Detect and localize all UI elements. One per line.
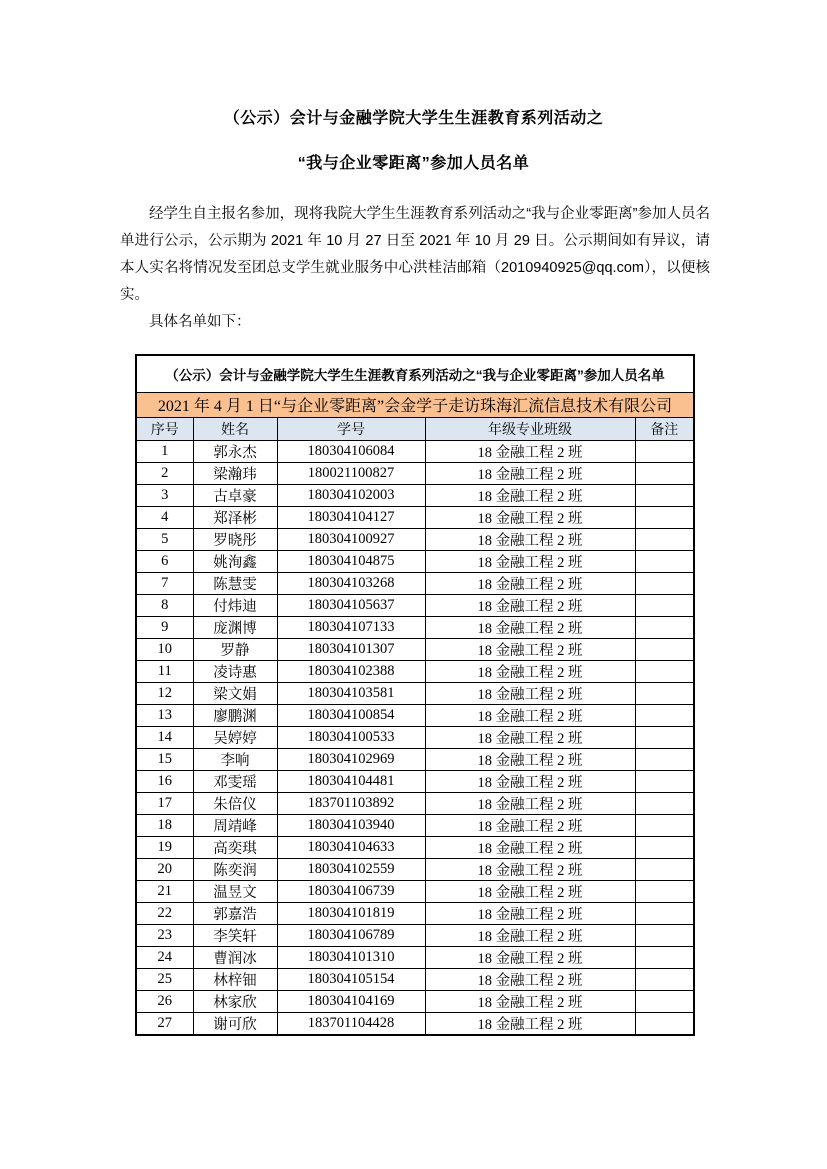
class-name: 18 金融工程 2 班 <box>425 880 635 902</box>
table-row <box>136 462 694 484</box>
table-row <box>136 528 694 550</box>
remark <box>635 462 694 484</box>
remark <box>635 770 694 792</box>
class-name: 18 金融工程 2 班 <box>425 836 635 858</box>
class-name: 18 金融工程 2 班 <box>425 924 635 946</box>
remark <box>635 968 694 990</box>
remark <box>635 924 694 946</box>
row-number: 20 <box>136 858 193 880</box>
remark <box>635 572 694 594</box>
row-number: 2 <box>136 462 193 484</box>
student-name: 梁瀚玮 <box>193 462 277 484</box>
student-name: 廖鹏渊 <box>193 704 277 726</box>
student-id: 180304101307 <box>277 638 425 660</box>
table-row <box>136 836 694 858</box>
student-id: 180304100854 <box>277 704 425 726</box>
table-row <box>136 770 694 792</box>
student-name: 庞渊博 <box>193 616 277 638</box>
notice-paragraph: 经学生自主报名参加，现将我院大学生生涯教育系列活动之“我与企业零距离”参加人员名单进行公示，公示期为 2021 年 10 月 27 日至 2021 年 10 月 29 日。公示期间如有异议，请本人实名将情况发至团总支学生就业服务中心洪桂洁邮箱（2010940925@qq.com），以便核实。 <box>120 206 710 303</box>
row-number: 25 <box>136 968 193 990</box>
student-name: 林梓钿 <box>193 968 277 990</box>
class-name: 18 金融工程 2 班 <box>425 440 635 462</box>
student-name: 付炜迪 <box>193 594 277 616</box>
row-number: 23 <box>136 924 193 946</box>
remark <box>635 990 694 1012</box>
student-id: 180304105154 <box>277 968 425 990</box>
student-id: 180304101819 <box>277 902 425 924</box>
class-name: 18 金融工程 2 班 <box>425 550 635 572</box>
remark <box>635 616 694 638</box>
row-number: 13 <box>136 704 193 726</box>
remark <box>635 682 694 704</box>
student-name: 周靖峰 <box>193 814 277 836</box>
student-name: 吴婷婷 <box>193 726 277 748</box>
student-name: 朱倍仪 <box>193 792 277 814</box>
table-row <box>136 638 694 660</box>
remark <box>635 594 694 616</box>
remark <box>635 858 694 880</box>
student-name: 姚洵鑫 <box>193 550 277 572</box>
student-name: 温昱文 <box>193 880 277 902</box>
student-name: 谢可欣 <box>193 1012 277 1035</box>
student-name: 陈慧雯 <box>193 572 277 594</box>
student-name: 高奕琪 <box>193 836 277 858</box>
class-name: 18 金融工程 2 班 <box>425 968 635 990</box>
student-id: 180304103268 <box>277 572 425 594</box>
class-name: 18 金融工程 2 班 <box>425 770 635 792</box>
student-id: 180304107133 <box>277 616 425 638</box>
class-name: 18 金融工程 2 班 <box>425 572 635 594</box>
student-id: 180304102559 <box>277 858 425 880</box>
student-id: 183701103892 <box>277 792 425 814</box>
table-title: （公示）会计与金融学院大学生生涯教育系列活动之“我与企业零距离”参加人员名单 <box>136 355 694 392</box>
column-header-no: 序号 <box>136 417 193 440</box>
remark <box>635 506 694 528</box>
row-number: 16 <box>136 770 193 792</box>
class-name: 18 金融工程 2 班 <box>425 462 635 484</box>
row-number: 12 <box>136 682 193 704</box>
table-subtitle-row <box>136 392 694 417</box>
class-name: 18 金融工程 2 班 <box>425 682 635 704</box>
row-number: 18 <box>136 814 193 836</box>
row-number: 5 <box>136 528 193 550</box>
class-name: 18 金融工程 2 班 <box>425 814 635 836</box>
class-name: 18 金融工程 2 班 <box>425 638 635 660</box>
remark <box>635 946 694 968</box>
student-name: 李笑轩 <box>193 924 277 946</box>
remark <box>635 726 694 748</box>
row-number: 11 <box>136 660 193 682</box>
student-id: 180304104127 <box>277 506 425 528</box>
class-name: 18 金融工程 2 班 <box>425 1012 635 1035</box>
table-body <box>136 440 694 1035</box>
student-name: 凌诗惠 <box>193 660 277 682</box>
student-id: 180304104481 <box>277 770 425 792</box>
table-row <box>136 616 694 638</box>
table-row <box>136 748 694 770</box>
remark <box>635 748 694 770</box>
student-id: 180304105637 <box>277 594 425 616</box>
table-row <box>136 880 694 902</box>
student-id: 180304104169 <box>277 990 425 1012</box>
class-name: 18 金融工程 2 班 <box>425 858 635 880</box>
student-id: 180304106084 <box>277 440 425 462</box>
student-id: 180304106789 <box>277 924 425 946</box>
student-id: 180304100927 <box>277 528 425 550</box>
class-name: 18 金融工程 2 班 <box>425 660 635 682</box>
student-name: 郭永杰 <box>193 440 277 462</box>
row-number: 24 <box>136 946 193 968</box>
column-header-name: 姓名 <box>193 417 277 440</box>
student-id: 180304106739 <box>277 880 425 902</box>
student-name: 陈奕润 <box>193 858 277 880</box>
remark <box>635 660 694 682</box>
row-number: 26 <box>136 990 193 1012</box>
table-row <box>136 506 694 528</box>
row-number: 1 <box>136 440 193 462</box>
column-header-id: 学号 <box>277 417 425 440</box>
document-body <box>120 201 710 1036</box>
student-name: 古卓豪 <box>193 484 277 506</box>
table-subtitle: 2021 年 4 月 1 日“与企业零距离”会金学子走访珠海汇流信息技术有限公司 <box>136 392 694 417</box>
participants-table <box>135 354 695 1036</box>
row-number: 21 <box>136 880 193 902</box>
table-row <box>136 858 694 880</box>
remark <box>635 440 694 462</box>
class-name: 18 金融工程 2 班 <box>425 726 635 748</box>
row-number: 22 <box>136 902 193 924</box>
class-name: 18 金融工程 2 班 <box>425 946 635 968</box>
remark <box>635 704 694 726</box>
student-id: 180304102388 <box>277 660 425 682</box>
row-number: 8 <box>136 594 193 616</box>
table-row <box>136 726 694 748</box>
class-name: 18 金融工程 2 班 <box>425 506 635 528</box>
row-number: 9 <box>136 616 193 638</box>
student-id: 180304100533 <box>277 726 425 748</box>
student-name: 梁文娟 <box>193 682 277 704</box>
table-row <box>136 1012 694 1035</box>
class-name: 18 金融工程 2 班 <box>425 484 635 506</box>
remark <box>635 814 694 836</box>
remark <box>635 836 694 858</box>
doc-title-line1: （公示）会计与金融学院大学生生涯教育系列活动之 <box>223 110 604 127</box>
table-row <box>136 924 694 946</box>
student-id: 183701104428 <box>277 1012 425 1035</box>
student-name: 郑泽彬 <box>193 506 277 528</box>
table-row <box>136 682 694 704</box>
student-name: 曹润冰 <box>193 946 277 968</box>
class-name: 18 金融工程 2 班 <box>425 902 635 924</box>
remark <box>635 638 694 660</box>
class-name: 18 金融工程 2 班 <box>425 748 635 770</box>
student-id: 180304103940 <box>277 814 425 836</box>
table-row <box>136 594 694 616</box>
remark <box>635 550 694 572</box>
table-row <box>136 484 694 506</box>
student-id: 180304103581 <box>277 682 425 704</box>
student-name: 林家欣 <box>193 990 277 1012</box>
table-row <box>136 660 694 682</box>
student-name: 罗晓彤 <box>193 528 277 550</box>
table-row <box>136 946 694 968</box>
table-row <box>136 968 694 990</box>
student-id: 180304101310 <box>277 946 425 968</box>
row-number: 17 <box>136 792 193 814</box>
table-row <box>136 440 694 462</box>
student-name: 邓雯瑶 <box>193 770 277 792</box>
table-row <box>136 792 694 814</box>
table-row <box>136 572 694 594</box>
class-name: 18 金融工程 2 班 <box>425 792 635 814</box>
table-row <box>136 814 694 836</box>
student-id: 180304102969 <box>277 748 425 770</box>
table-title-row <box>136 355 694 392</box>
table-row <box>136 550 694 572</box>
student-name: 李响 <box>193 748 277 770</box>
class-name: 18 金融工程 2 班 <box>425 528 635 550</box>
remark <box>635 1012 694 1035</box>
row-number: 27 <box>136 1012 193 1035</box>
document-title-block <box>0 0 827 186</box>
student-name: 郭嘉浩 <box>193 902 277 924</box>
student-id: 180304104633 <box>277 836 425 858</box>
remark <box>635 528 694 550</box>
remark <box>635 902 694 924</box>
row-number: 7 <box>136 572 193 594</box>
table-header-row <box>136 417 694 440</box>
student-id: 180021100827 <box>277 462 425 484</box>
remark <box>635 484 694 506</box>
class-name: 18 金融工程 2 班 <box>425 704 635 726</box>
doc-title-line2: “我与企业零距离”参加人员名单 <box>297 155 530 172</box>
student-id: 180304104875 <box>277 550 425 572</box>
row-number: 15 <box>136 748 193 770</box>
student-name: 罗静 <box>193 638 277 660</box>
column-header-class: 年级专业班级 <box>425 417 635 440</box>
row-number: 19 <box>136 836 193 858</box>
row-number: 4 <box>136 506 193 528</box>
row-number: 3 <box>136 484 193 506</box>
class-name: 18 金融工程 2 班 <box>425 616 635 638</box>
row-number: 10 <box>136 638 193 660</box>
list-leadin: 具体名单如下： <box>149 314 251 330</box>
column-header-remark: 备注 <box>635 417 694 440</box>
class-name: 18 金融工程 2 班 <box>425 594 635 616</box>
row-number: 14 <box>136 726 193 748</box>
class-name: 18 金融工程 2 班 <box>425 990 635 1012</box>
table-row <box>136 902 694 924</box>
row-number: 6 <box>136 550 193 572</box>
table-row <box>136 704 694 726</box>
table-row <box>136 990 694 1012</box>
student-id: 180304102003 <box>277 484 425 506</box>
remark <box>635 792 694 814</box>
remark <box>635 880 694 902</box>
